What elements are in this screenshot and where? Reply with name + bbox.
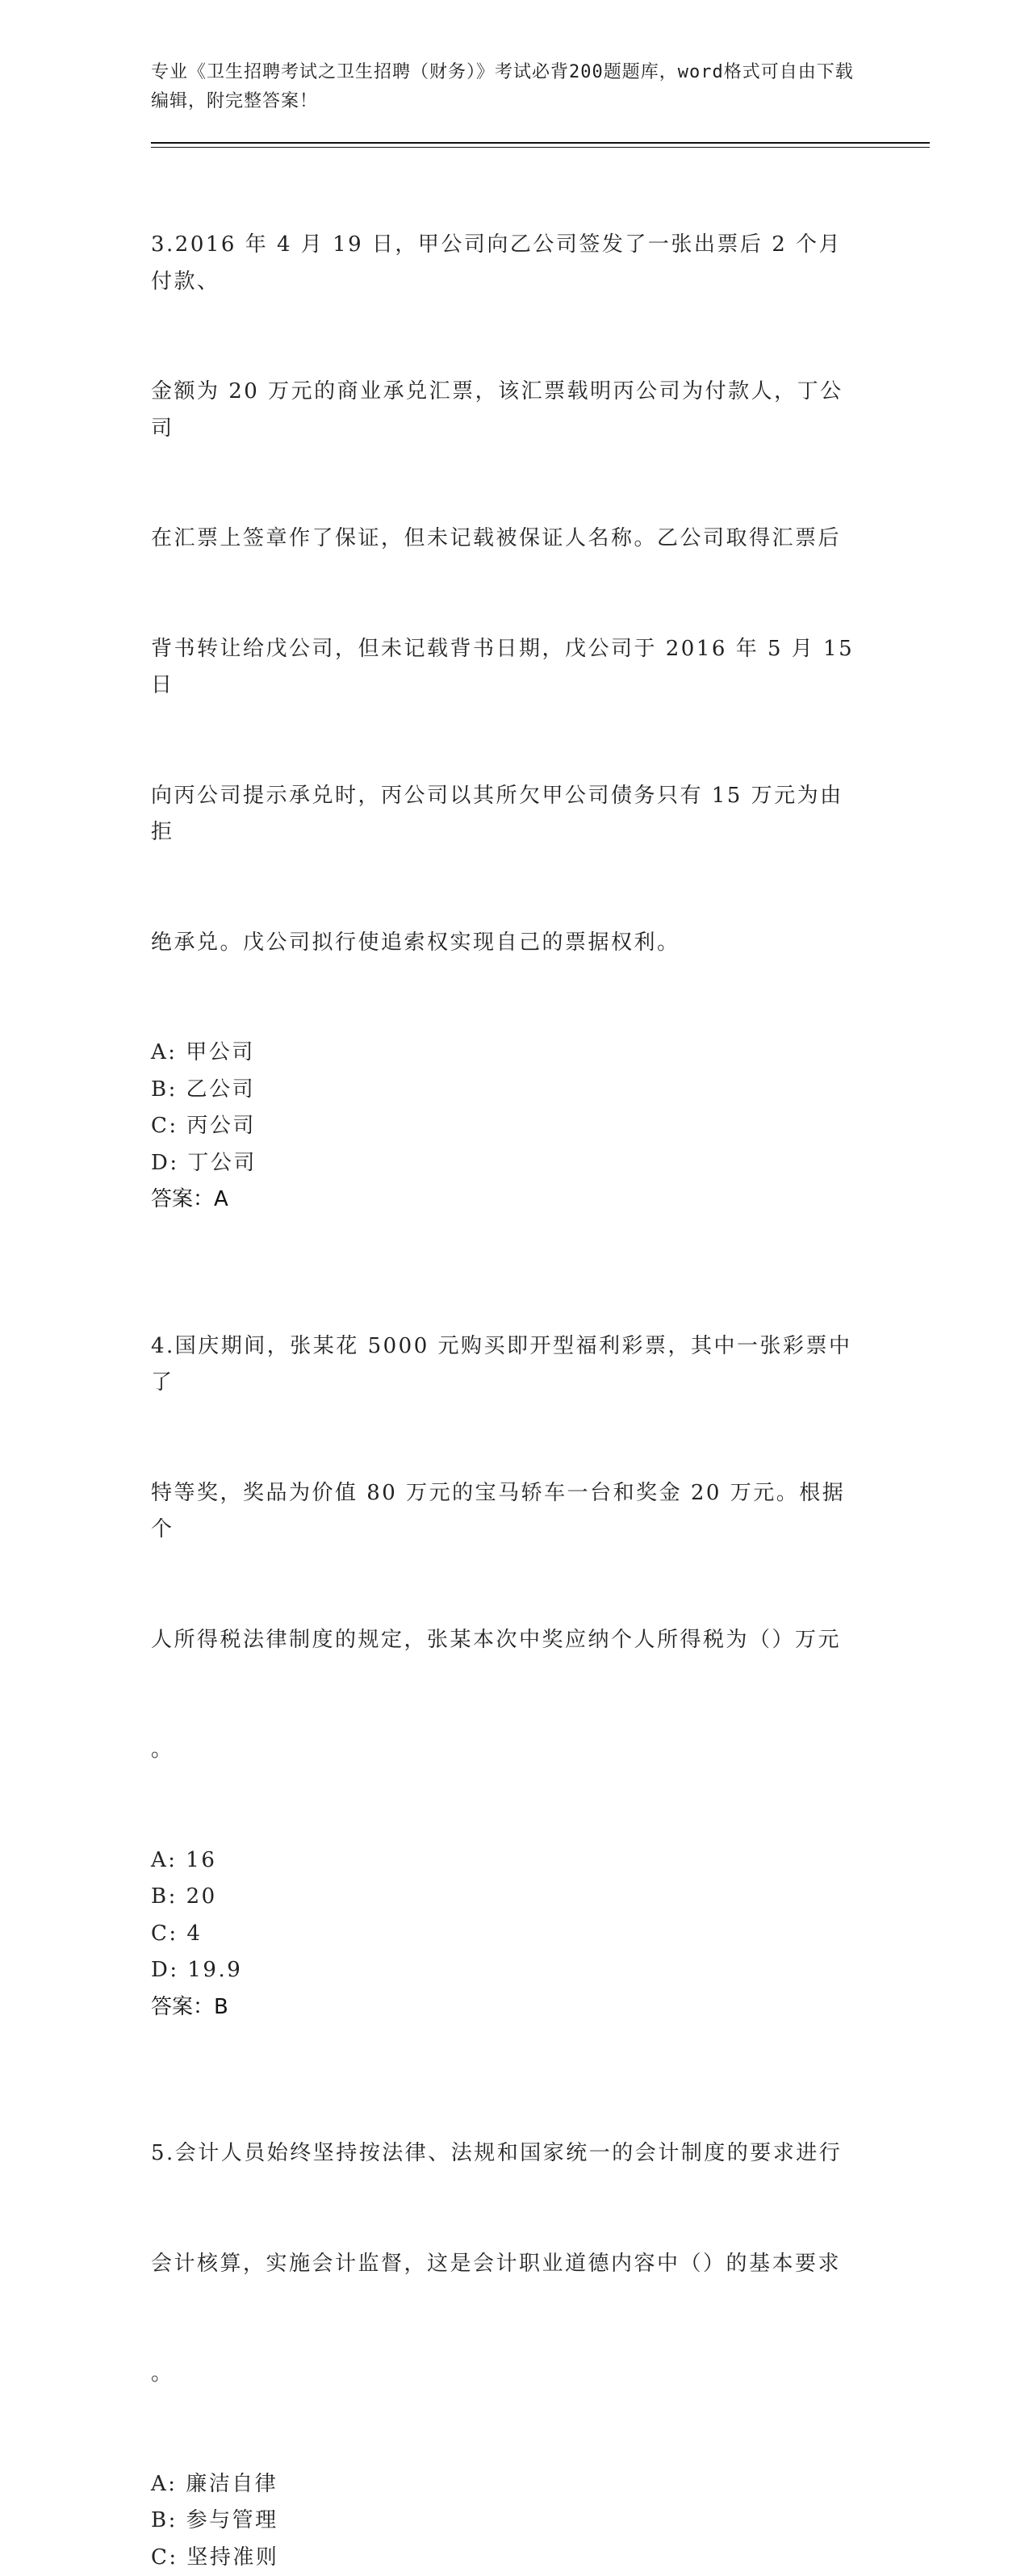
- option-c: C: 坚持准则: [151, 2540, 861, 2576]
- question-5: [151, 2062, 861, 2576]
- question-stem: [151, 153, 861, 1035]
- answer-label: 答案：A: [151, 1181, 861, 1219]
- option-b: B: 参与管理: [151, 2503, 861, 2540]
- stem-line: 。: [151, 2356, 861, 2393]
- option-c: C: 4: [151, 1916, 861, 1953]
- option-a: A: 16: [151, 1842, 861, 1880]
- question-stem: [151, 2062, 861, 2466]
- option-b: B: 乙公司: [151, 1072, 861, 1109]
- option-c: C: 丙公司: [151, 1108, 861, 1145]
- stem-line: 特等奖，奖品为价值 80 万元的宝马轿车一台和奖金 20 万元。根据个: [151, 1475, 861, 1549]
- option-b: B: 20: [151, 1879, 861, 1916]
- stem-line: 人所得税法律制度的规定，张某本次中奖应纳个人所得税为（）万元: [151, 1622, 861, 1659]
- option-d: D: 丁公司: [151, 1145, 861, 1182]
- stem-line: 5.会计人员始终坚持按法律、法规和国家统一的会计制度的要求进行: [151, 2135, 861, 2172]
- stem-line: 3.2016 年 4 月 19 日，甲公司向乙公司签发了一张出票后 2 个月付款、: [151, 227, 861, 300]
- stem-line: 会计核算，实施会计监督，这是会计职业道德内容中（）的基本要求: [151, 2246, 861, 2283]
- header-divider-thick: [151, 142, 930, 144]
- stem-line: 金额为 20 万元的商业承兑汇票，该汇票载明丙公司为付款人，丁公司: [151, 374, 861, 447]
- header-title: 专业《卫生招聘考试之卫生招聘（财务）》考试必背200题题库，word格式可自由下载编辑，附完整答案！: [151, 62, 854, 111]
- stem-line: 背书转让给戊公司，但未记载背书日期，戊公司于 2016 年 5 月 15 日: [151, 631, 861, 705]
- option-a: A: 甲公司: [151, 1035, 861, 1072]
- question-stem: [151, 1255, 861, 1842]
- option-a: A: 廉洁自律: [151, 2466, 861, 2503]
- option-d: D: 19.9: [151, 1952, 861, 1989]
- question-list: [151, 153, 861, 2576]
- stem-line: 向丙公司提示承兑时，丙公司以其所欠甲公司债务只有 15 万元为由拒: [151, 778, 861, 851]
- document-header: [151, 58, 861, 116]
- answer-label: 答案：B: [151, 1989, 861, 2026]
- stem-line: 绝承兑。戊公司拟行使追索权实现自己的票据权利。: [151, 925, 861, 962]
- stem-line: 4.国庆期间，张某花 5000 元购买即开型福利彩票，其中一张彩票中了: [151, 1328, 861, 1402]
- question-3: [151, 153, 861, 1219]
- stem-line: 在汇票上签章作了保证，但未记载被保证人名称。乙公司取得汇票后: [151, 521, 861, 558]
- question-4: [151, 1255, 861, 2026]
- header-divider-thin: [151, 147, 930, 148]
- stem-line: 。: [151, 1732, 861, 1769]
